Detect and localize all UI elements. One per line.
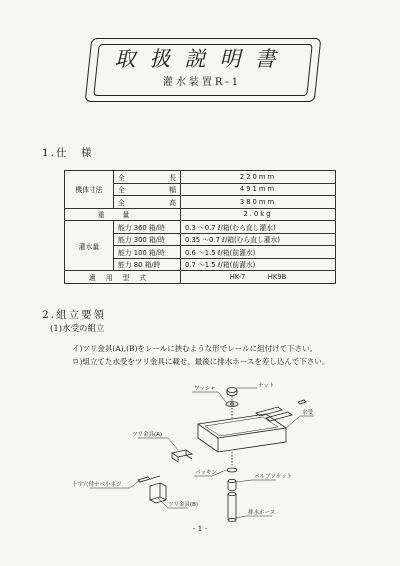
bracket-parts [256, 400, 306, 421]
product-name: 灌水装置R-1 [162, 77, 242, 88]
spec-row-label: 能力 80 箱/時 [114, 258, 181, 271]
table-row [65, 221, 336, 234]
spec-row-label: 能力 100 箱/時 [114, 246, 181, 259]
label-drain-hose: 排水ホース [248, 510, 276, 516]
label-washer: ワッシャ [194, 386, 216, 392]
weight-label: 重量 [65, 208, 181, 221]
spec-row-value: 380mm [181, 196, 336, 209]
table-row [65, 208, 336, 221]
label-water-tray: 水受 [302, 410, 314, 416]
label-valve-socket: バルブソケット [254, 474, 293, 480]
label-screw: 十字穴付ナベ小ネジ [72, 482, 122, 488]
model-values [181, 271, 336, 284]
weight-value: 2.0kg [181, 208, 336, 221]
valve-socket-part [228, 479, 236, 490]
label-packing: パッキン [195, 470, 217, 476]
spec-row-value: 0.7 ～1.5 ℓ/箱(前灌水) [181, 258, 336, 271]
subsection-heading: (1)水受の組立 [50, 324, 105, 334]
dimensions-label: 機体寸法 [65, 171, 114, 209]
instruction-line: ロ)組立てた水受をツリ金具に載せ、最後に排水ホースを差し込んで下さい。 [72, 357, 330, 366]
spec-table [64, 170, 336, 284]
label-hanger-a: ツリ金具(A) [132, 432, 163, 438]
page-number: - 1 - [192, 524, 208, 533]
hanger-a-part [172, 450, 192, 462]
packing-part [227, 452, 237, 472]
drain-hose-part [228, 492, 236, 521]
spec-row-label: 能力 360 箱/時 [114, 221, 181, 234]
instruction-line: イ)ツリ金具(A),(B)をレールに挟むような形でレールに組付けて下さい。 [72, 344, 318, 353]
table-row [65, 271, 336, 284]
spec-row-label: 全幅 [114, 183, 181, 196]
section-heading-specs: 1.仕 様 [42, 147, 94, 159]
spec-row-label: 能力 300 箱/時 [114, 233, 181, 246]
model-label: 適用型式 [65, 271, 181, 284]
section-heading-assembly: 2.組立要領 [42, 309, 107, 321]
model-value: HK9B [267, 272, 287, 281]
irrigation-label: 灌水量 [65, 221, 114, 271]
spec-row-label: 全長 [114, 171, 181, 184]
spec-row-value: 220mm [181, 171, 336, 184]
screw-part [138, 476, 160, 482]
spec-row-value: 0.3 ～0.7 ℓ/箱(むら直し灌水) [181, 221, 336, 234]
table-row [65, 171, 336, 184]
spec-row-label: 全高 [114, 196, 181, 209]
model-value: HK-7 [229, 272, 246, 281]
spec-row-value: 0.35 ～0.7 ℓ/箱(むら直し灌水) [181, 233, 336, 246]
assembly-diagram [0, 380, 400, 530]
hanger-b-part [150, 483, 166, 503]
spec-row-value: 491mm [181, 183, 336, 196]
label-hanger-b: ツリ金具(B) [168, 502, 199, 508]
label-nut: ナット [258, 383, 275, 389]
spec-row-value: 0.6 ～1.5 ℓ/箱(前灌水) [181, 246, 336, 259]
water-tray-part [198, 414, 286, 452]
manual-title: 取扱説明書 [114, 47, 290, 71]
